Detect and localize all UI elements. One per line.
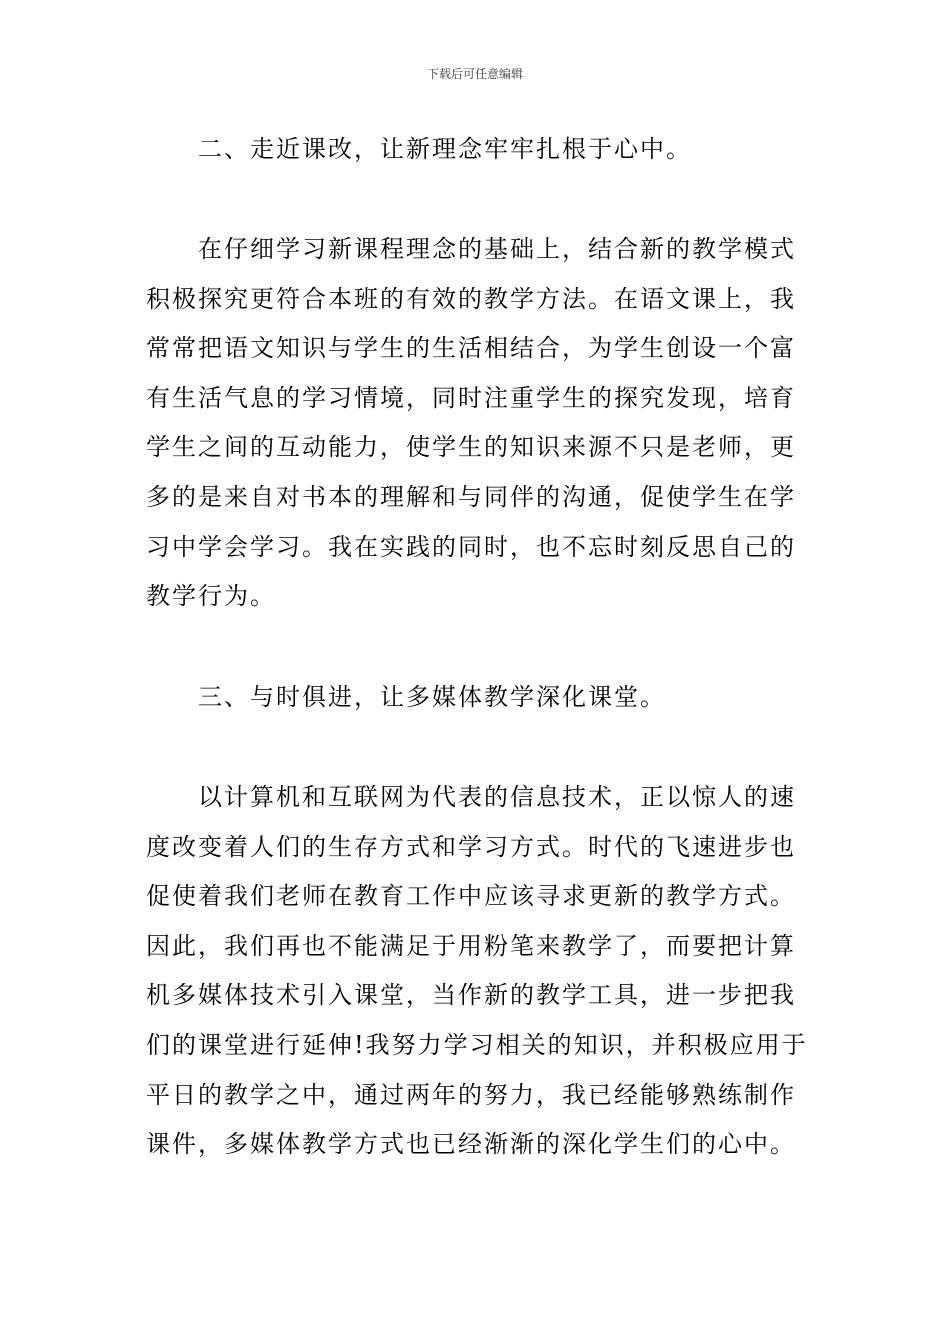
page-header-note: 下载后可任意编辑 xyxy=(426,67,523,81)
paragraph-line: 促使着我们老师在教育工作中应该寻求更新的教学方式。 xyxy=(146,882,796,911)
paragraph-line: 教学行为。 xyxy=(146,582,276,611)
paragraph-line: 以计算机和互联网为代表的信息技术，正以惊人的速 xyxy=(198,783,796,811)
section-heading-3 xyxy=(146,673,806,723)
paragraph-line: 有生活气息的学习情境，同时注重学生的探究发现，培育 xyxy=(146,383,796,412)
heading-text: 三、与时俱进，让多媒体教学深化课堂。 xyxy=(198,683,666,711)
paragraph-1 xyxy=(146,225,806,622)
paragraph-line: 课件，多媒体教学方式也已经渐渐的深化学生们的心中。 xyxy=(146,1130,796,1159)
paragraph-line: 平日的教学之中，通过两年的努力，我已经能够熟练制作 xyxy=(146,1080,796,1109)
paragraph-line: 学生之间的互动能力，使学生的知识来源不只是老师，更 xyxy=(146,433,796,462)
paragraph-line: 们的课堂进行延伸!我努力学习相关的知识，并积极应用于 xyxy=(146,1030,808,1059)
paragraph-line: 度改变着人们的生存方式和学习方式。时代的飞速进步也 xyxy=(146,832,796,861)
paragraph-line: 常常把语文知识与学生的生活相结合，为学生创设一个富 xyxy=(146,334,796,363)
paragraph-line: 因此，我们再也不能满足于用粉笔来教学了，而要把计算 xyxy=(146,931,796,960)
paragraph-line: 多的是来自对书本的理解和与同伴的沟通，促使学生在学 xyxy=(146,482,796,511)
paragraph-2 xyxy=(146,773,806,1170)
paragraph-line: 习中学会学习。我在实践的同时，也不忘时刻反思自己的 xyxy=(146,532,796,561)
paragraph-line: 机多媒体技术引入课堂，当作新的教学工具，进一步把我 xyxy=(146,981,796,1010)
section-heading-2 xyxy=(146,125,806,175)
paragraph-line: 在仔细学习新课程理念的基础上，结合新的教学模式 xyxy=(198,235,796,263)
heading-text: 二、走近课改，让新理念牢牢扎根于心中。 xyxy=(198,135,692,163)
paragraph-line: 积极探究更符合本班的有效的教学方法。在语文课上，我 xyxy=(146,284,796,313)
